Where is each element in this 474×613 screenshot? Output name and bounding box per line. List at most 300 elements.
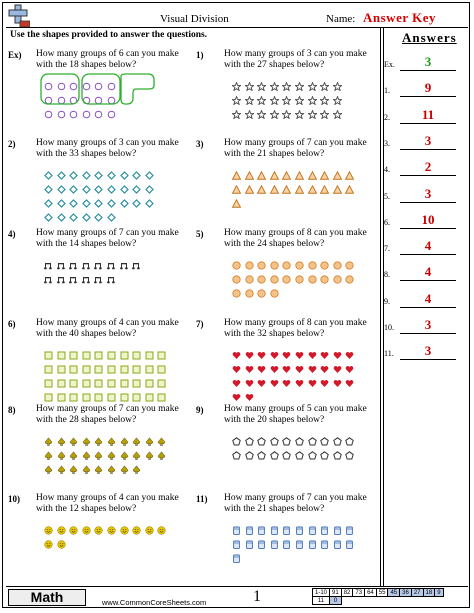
square-shape — [44, 347, 53, 356]
question-number: 2) — [8, 139, 16, 149]
note-shape — [107, 257, 116, 266]
heart-shape — [245, 347, 254, 356]
spade-shape — [120, 447, 129, 456]
question-text: How many groups of 4 can you make — [36, 318, 179, 328]
diamond-shape — [132, 195, 141, 204]
answer-line — [400, 149, 456, 150]
star-shape — [282, 92, 291, 101]
answer-value: 3 — [424, 54, 432, 69]
spade-shape — [157, 447, 166, 456]
square-shape — [69, 375, 78, 384]
note-shape — [82, 257, 91, 266]
question-text: with the 18 shapes below? — [36, 60, 137, 70]
triangle-shape — [282, 167, 291, 176]
square-shape — [145, 375, 154, 384]
cup-shape — [345, 522, 354, 531]
orange-circle-shape — [345, 257, 354, 266]
triangle-shape — [245, 167, 254, 176]
star-shape — [320, 78, 329, 87]
star-shape — [308, 106, 317, 115]
cup-shape — [245, 522, 254, 531]
heart-shape — [245, 389, 254, 398]
score-cell: 11 — [313, 597, 330, 605]
triangle-shape — [345, 167, 354, 176]
diamond-shape — [107, 209, 116, 218]
spade-shape — [69, 461, 78, 470]
star-shape — [245, 106, 254, 115]
spade-shape — [120, 433, 129, 442]
answer-label: 8. — [384, 270, 390, 280]
cup-shape — [320, 522, 329, 531]
answer-label: Ex. — [384, 60, 395, 69]
pentagon-shape — [320, 447, 329, 456]
orange-circle-shape — [257, 285, 266, 294]
smiley-shape — [44, 536, 53, 545]
orange-circle-shape — [245, 271, 254, 280]
cup-shape — [282, 522, 291, 531]
square-shape — [57, 375, 66, 384]
star-shape — [333, 78, 342, 87]
orange-circle-shape — [320, 257, 329, 266]
heart-shape — [270, 375, 279, 384]
question-text: How many groups of 8 can you make — [224, 318, 367, 328]
square-shape — [94, 361, 103, 370]
score-table — [312, 588, 444, 605]
note-shape — [107, 271, 116, 280]
header-rule — [6, 27, 468, 28]
question-text: with the 20 shapes below? — [224, 415, 325, 425]
pentagon-shape — [257, 433, 266, 442]
orange-circle-shape — [245, 257, 254, 266]
spade-shape — [107, 447, 116, 456]
answer-line — [400, 175, 456, 176]
diamond-shape — [94, 195, 103, 204]
diamond-shape — [82, 209, 91, 218]
heart-shape — [257, 375, 266, 384]
spade-shape — [120, 461, 129, 470]
orange-circle-shape — [333, 257, 342, 266]
question-text: with the 33 shapes below? — [36, 149, 137, 159]
question-block — [8, 318, 186, 404]
note-shape — [69, 271, 78, 280]
name-label: Name: — [326, 13, 356, 25]
pentagon-shape — [345, 447, 354, 456]
answer-line — [400, 96, 456, 97]
answer-label: 4. — [384, 165, 390, 175]
star-shape — [257, 92, 266, 101]
diamond-shape — [57, 181, 66, 190]
star-shape — [320, 92, 329, 101]
cup-shape — [257, 522, 266, 531]
cup-shape — [308, 522, 317, 531]
orange-circle-shape — [345, 271, 354, 280]
question-block — [196, 49, 374, 135]
answer-value: 3 — [424, 185, 432, 201]
heart-shape — [245, 375, 254, 384]
cup-shape — [245, 536, 254, 545]
triangle-shape — [333, 167, 342, 176]
question-number: 3) — [196, 139, 204, 149]
pentagon-shape — [333, 447, 342, 456]
square-shape — [132, 375, 141, 384]
square-shape — [120, 361, 129, 370]
square-shape — [120, 375, 129, 384]
square-shape — [69, 361, 78, 370]
cup-shape — [282, 536, 291, 545]
orange-circle-shape — [282, 271, 291, 280]
score-cell: 0 — [330, 597, 342, 605]
orange-circle-shape — [232, 257, 241, 266]
score-cell: 55 — [376, 589, 388, 597]
pentagon-shape — [270, 447, 279, 456]
smiley-shape — [107, 522, 116, 531]
diamond-shape — [69, 181, 78, 190]
question-block — [8, 404, 186, 490]
smiley-shape — [120, 522, 129, 531]
spade-shape — [145, 433, 154, 442]
note-shape — [132, 257, 141, 266]
square-shape — [107, 389, 116, 398]
diamond-shape — [44, 181, 53, 190]
smiley-shape — [57, 522, 66, 531]
diamond-shape — [107, 181, 116, 190]
heart-shape — [257, 347, 266, 356]
question-text: with the 21 shapes below? — [224, 149, 325, 159]
diamond-shape — [44, 209, 53, 218]
question-text: with the 28 shapes below? — [36, 415, 137, 425]
footer-rule — [6, 586, 468, 587]
pentagon-shape — [245, 447, 254, 456]
spade-shape — [107, 433, 116, 442]
orange-circle-shape — [270, 257, 279, 266]
answer-label: 9. — [384, 296, 390, 306]
cup-shape — [333, 522, 342, 531]
pentagon-shape — [308, 447, 317, 456]
smiley-shape — [57, 536, 66, 545]
star-shape — [295, 106, 304, 115]
spade-shape — [157, 433, 166, 442]
spade-shape — [44, 447, 53, 456]
logo-icon — [6, 4, 30, 28]
question-number: 4) — [8, 229, 16, 239]
answer-label: 1. — [384, 86, 390, 96]
smiley-shape — [69, 522, 78, 531]
star-shape — [295, 92, 304, 101]
heart-shape — [320, 361, 329, 370]
question-text: How many groups of 5 can you make — [224, 404, 367, 414]
score-cell: 27 — [411, 589, 423, 597]
question-text: How many groups of 7 can you make — [36, 228, 179, 238]
square-shape — [132, 361, 141, 370]
heart-shape — [345, 361, 354, 370]
cup-shape — [320, 536, 329, 545]
question-text: How many groups of 8 can you make — [224, 228, 367, 238]
diamond-shape — [44, 167, 53, 176]
score-cell: 64 — [365, 589, 377, 597]
square-shape — [107, 375, 116, 384]
orange-circle-shape — [282, 257, 291, 266]
note-shape — [57, 257, 66, 266]
orange-circle-shape — [245, 285, 254, 294]
answer-value: 2 — [424, 159, 432, 175]
triangle-shape — [320, 167, 329, 176]
subject-box — [8, 589, 86, 606]
spade-shape — [107, 461, 116, 470]
pentagon-shape — [270, 433, 279, 442]
square-shape — [120, 389, 129, 398]
heart-shape — [282, 361, 291, 370]
cup-shape — [333, 536, 342, 545]
answer-line — [400, 123, 456, 124]
star-shape — [257, 78, 266, 87]
answer-value: 4 — [424, 238, 432, 254]
diamond-shape — [57, 209, 66, 218]
note-shape — [44, 257, 53, 266]
spade-shape — [57, 433, 66, 442]
page-number: 1 — [253, 588, 261, 605]
heart-shape — [282, 375, 291, 384]
question-number: 11) — [196, 494, 208, 504]
orange-circle-shape — [232, 285, 241, 294]
square-shape — [44, 375, 53, 384]
spade-shape — [69, 447, 78, 456]
square-shape — [132, 389, 141, 398]
diamond-shape — [94, 167, 103, 176]
orange-circle-shape — [257, 271, 266, 280]
answer-line — [400, 333, 456, 334]
triangle-shape — [270, 181, 279, 190]
question-text: How many groups of 7 can you make — [36, 404, 179, 414]
triangle-shape — [308, 181, 317, 190]
score-row — [313, 589, 444, 597]
question-number: 6) — [8, 319, 16, 329]
heart-shape — [232, 375, 241, 384]
answer-key-label: Answer Key — [363, 10, 437, 25]
star-shape — [333, 106, 342, 115]
answer-value: 10 — [421, 211, 435, 227]
question-number: 8) — [8, 405, 16, 415]
score-cell: 45 — [388, 589, 400, 597]
question-text: with the 32 shapes below? — [224, 329, 325, 339]
question-number: 10) — [8, 494, 20, 504]
spade-shape — [44, 461, 53, 470]
question-block — [196, 493, 374, 579]
pentagon-shape — [345, 433, 354, 442]
diamond-shape — [44, 195, 53, 204]
note-shape — [94, 257, 103, 266]
answer-line — [400, 70, 456, 71]
answer-line — [400, 307, 456, 308]
question-block — [196, 228, 374, 314]
star-shape — [270, 78, 279, 87]
diamond-shape — [107, 167, 116, 176]
diamond-shape — [57, 167, 66, 176]
cup-shape — [295, 536, 304, 545]
triangle-shape — [295, 181, 304, 190]
star-shape — [320, 106, 329, 115]
star-shape — [295, 78, 304, 87]
diamond-shape — [120, 167, 129, 176]
pentagon-shape — [295, 447, 304, 456]
heart-shape — [232, 347, 241, 356]
triangle-shape — [282, 181, 291, 190]
pentagon-shape — [333, 433, 342, 442]
diamond-shape — [120, 195, 129, 204]
star-shape — [245, 92, 254, 101]
question-text: with the 12 shapes below? — [36, 504, 137, 514]
note-shape — [82, 271, 91, 280]
triangle-shape — [232, 167, 241, 176]
question-text: with the 40 shapes below? — [36, 329, 137, 339]
star-shape — [232, 92, 241, 101]
diamond-shape — [132, 181, 141, 190]
smiley-shape — [44, 522, 53, 531]
star-shape — [245, 78, 254, 87]
square-shape — [57, 389, 66, 398]
square-shape — [57, 361, 66, 370]
answer-line — [400, 228, 456, 229]
score-cell: 82 — [341, 589, 353, 597]
heart-shape — [345, 347, 354, 356]
star-shape — [333, 92, 342, 101]
heart-shape — [232, 361, 241, 370]
square-shape — [69, 347, 78, 356]
spade-shape — [94, 461, 103, 470]
spade-shape — [82, 461, 91, 470]
question-text: How many groups of 7 can you make — [224, 493, 367, 503]
square-shape — [82, 361, 91, 370]
answer-line — [400, 280, 456, 281]
triangle-shape — [320, 181, 329, 190]
triangle-shape — [333, 181, 342, 190]
square-shape — [157, 361, 166, 370]
question-text: with the 14 shapes below? — [36, 239, 137, 249]
worksheet-title: Visual Division — [160, 13, 229, 25]
heart-shape — [232, 389, 241, 398]
orange-circle-shape — [295, 271, 304, 280]
spade-shape — [82, 433, 91, 442]
orange-circle-shape — [333, 271, 342, 280]
square-shape — [145, 347, 154, 356]
question-text: How many groups of 3 can you make — [36, 138, 179, 148]
spade-shape — [132, 461, 141, 470]
star-shape — [232, 106, 241, 115]
spade-shape — [132, 447, 141, 456]
heart-shape — [333, 347, 342, 356]
answer-value: 3 — [424, 343, 432, 359]
heart-shape — [282, 347, 291, 356]
pentagon-shape — [282, 433, 291, 442]
question-text: with the 24 shapes below? — [224, 239, 325, 249]
note-shape — [44, 271, 53, 280]
question-number: 7) — [196, 319, 204, 329]
star-shape — [308, 78, 317, 87]
heart-shape — [295, 347, 304, 356]
orange-circle-shape — [308, 257, 317, 266]
spade-shape — [57, 447, 66, 456]
triangle-shape — [308, 167, 317, 176]
diamond-shape — [145, 181, 154, 190]
note-shape — [94, 271, 103, 280]
pentagon-shape — [232, 447, 241, 456]
pentagon-shape — [308, 433, 317, 442]
heart-shape — [270, 361, 279, 370]
diamond-shape — [120, 181, 129, 190]
cup-shape — [232, 536, 241, 545]
pentagon-shape — [320, 433, 329, 442]
heart-shape — [320, 375, 329, 384]
triangle-shape — [232, 181, 241, 190]
orange-circle-shape — [257, 257, 266, 266]
smiley-shape — [94, 522, 103, 531]
heart-shape — [245, 361, 254, 370]
diamond-shape — [94, 209, 103, 218]
answer-label: 3. — [384, 138, 390, 148]
triangle-shape — [345, 181, 354, 190]
triangle-shape — [257, 167, 266, 176]
question-text: How many groups of 6 can you make — [36, 49, 179, 59]
instructions: Use the shapes provided to answer the questions. — [10, 30, 208, 40]
answer-label: 6. — [384, 217, 390, 227]
orange-circle-shape — [308, 271, 317, 280]
answer-label: 5. — [384, 191, 390, 201]
square-shape — [107, 347, 116, 356]
smiley-shape — [132, 522, 141, 531]
orange-circle-shape — [295, 257, 304, 266]
square-shape — [94, 375, 103, 384]
heart-shape — [308, 375, 317, 384]
square-shape — [94, 389, 103, 398]
score-cell: 91 — [330, 589, 342, 597]
answer-label: 7. — [384, 244, 390, 254]
star-shape — [308, 92, 317, 101]
orange-circle-shape — [320, 271, 329, 280]
square-shape — [82, 389, 91, 398]
answer-value: 9 — [424, 80, 432, 96]
answers-title: Answers — [402, 30, 457, 45]
diamond-shape — [82, 181, 91, 190]
triangle-shape — [245, 181, 254, 190]
spade-shape — [94, 447, 103, 456]
question-text: How many groups of 7 can you make — [224, 138, 367, 148]
triangle-shape — [257, 181, 266, 190]
smiley-shape — [157, 522, 166, 531]
square-shape — [120, 347, 129, 356]
spade-shape — [69, 433, 78, 442]
answer-value: 11 — [421, 106, 435, 122]
cup-shape — [345, 536, 354, 545]
answer-label: 2. — [384, 112, 390, 122]
website: www.CommonCoreSheets.com — [102, 598, 207, 607]
diamond-shape — [94, 181, 103, 190]
answer-value: 4 — [424, 264, 432, 280]
score-cell: 73 — [353, 589, 365, 597]
question-number: 1) — [196, 50, 204, 60]
heart-shape — [308, 347, 317, 356]
pentagon-shape — [282, 447, 291, 456]
triangle-shape — [270, 167, 279, 176]
score-cell: 18 — [423, 589, 435, 597]
star-shape — [257, 106, 266, 115]
spade-shape — [57, 461, 66, 470]
cup-shape — [308, 536, 317, 545]
heart-shape — [257, 361, 266, 370]
star-shape — [282, 106, 291, 115]
question-text: with the 27 shapes below? — [224, 60, 325, 70]
question-block — [196, 404, 374, 490]
answer-line — [400, 254, 456, 255]
triangle-shape — [232, 195, 241, 204]
